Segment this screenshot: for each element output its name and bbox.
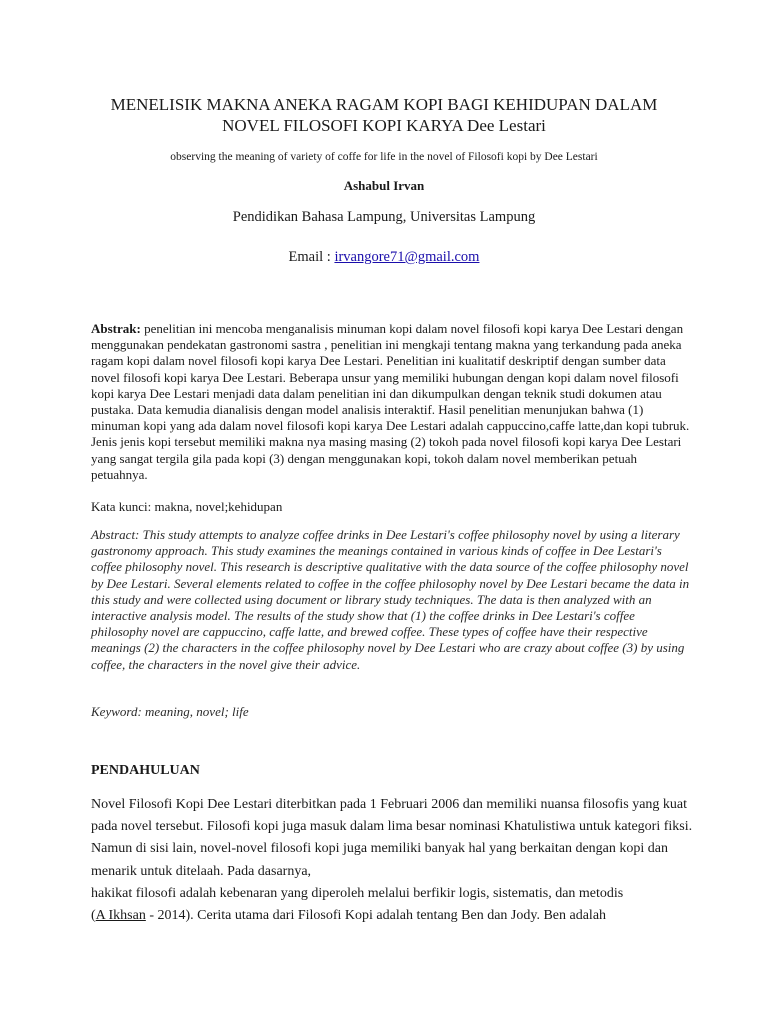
author-email (40, 249, 728, 266)
section-heading-introduction: PENDAHULUAN (91, 763, 200, 778)
title-line-2: NOVEL FILOSOFI KOPI KARYA Dee Lestari (222, 116, 546, 135)
introduction-body (91, 794, 711, 927)
paper-title (60, 94, 708, 136)
citation-open: ( (91, 908, 96, 924)
intro-paragraph-3 (91, 905, 711, 927)
email-link[interactable]: irvangore71@gmail.com (334, 249, 480, 265)
keywords-english: Keyword: meaning, novel; life (91, 704, 249, 719)
citation-link[interactable]: A Ikhsan (95, 908, 146, 924)
title-line-1: MENELISIK MAKNA ANEKA RAGAM KOPI BAGI KEHIDUPAN DALAM (110, 95, 658, 114)
keywords-indonesian: Kata kunci: makna, novel;kehidupan (91, 499, 283, 514)
abstract-english: Abstract: This study attempts to analyze coffee drinks in Dee Lestari's coffee philosophy novel by using a literary gastronomy approach. This study examines the meanings contained in various kinds of coffee in Dee Lestari's coffee philosophy novel. This research is descriptive qualitative with the data source of the coffee philosophy novel by Dee Lestari. Several elements related to coffee in the coffee philosophy novel by Dee Lestari became the data in this study and were collected using document or library study techniques. The data is then analyzed with an interactive analysis model. The results of the study show that (1) the coffee drinks in Dee Lestari's coffee philosophy novel are cappuccino, caffe latte, and brewed coffee. These types of coffee have their respective meanings (2) the characters in the coffee philosophy novel by Dee Lestari who are crazy about coffee (3) by using coffee, the characters in the novel give their advice. (91, 527, 690, 672)
email-label: Email : (288, 249, 335, 265)
abstract-indonesian (91, 321, 693, 483)
intro-paragraph-1: Novel Filosofi Kopi Dee Lestari diterbitkan pada 1 Februari 2006 dan memiliki nuansa filosofis yang kuat pada novel tersebut. Filosofi kopi juga masuk dalam lima besar nominasi Khatulistiwa untuk kategori fiksi. Namun di sisi lain, novel-novel filosofi kopi juga memiliki banyak hal yang berkaitan dengan kopi dan menarik untuk ditelaah. Pada dasarnya, (91, 797, 693, 879)
abstract-label: Abstrak: (91, 321, 141, 336)
intro-continuation: - 2014). Cerita utama dari Filosofi Kopi adalah tentang Ben dan Jody. Ben adalah (145, 908, 607, 924)
english-subtitle: observing the meaning of variety of coffe for life in the novel of Filosofi kopi by Dee Lestari (170, 151, 598, 163)
abstract-body: penelitian ini mencoba menganalisis minuman kopi dalam novel filosofi kopi karya Dee Lestari dengan menggunakan pendekatan gastronomi sastra , penelitian ini mengkaji tentang makna yang terkandung pada aneka ragam kopi dalam novel filosofi kopi karya Dee Lestari. Penelitian ini kualitatif deskriptif dengan sumber data novel filosofi kopi karya Dee Lestari. Beberapa unsur yang memiliki hubungan dengan kopi dalam novel filosofi kopi karya Dee Lestari menjadi data dalam penelitian ini dan dikumpulkan dengan teknik studi dokumen atau pustaka. Data kemudia dianalisis dengan model analisis interaktif. Hasil penelitian menunjukan bahwa (1) minuman kopi yang ada dalam novel filosofi kopi karya Dee Lestari adalah cappuccino,caffe latte,dan kopi tubruk. Jenis jenis kopi tersebut memiliki makna nya masing masing (2) tokoh pada novel filosofi kopi karya Dee Lestari yang sangat tergila gila pada kopi (3) dengan menggunakan kopi, tokoh dalam novel memberikan petuah petuahnya. (91, 321, 690, 482)
intro-paragraph-2: hakikat filosofi adalah kebenaran yang diperoleh melalui berfikir logis, sistematis, dan metodis (91, 885, 624, 901)
author-affiliation: Pendidikan Bahasa Lampung, Universitas Lampung (232, 209, 536, 225)
author-name: Ashabul Irvan (343, 178, 425, 193)
